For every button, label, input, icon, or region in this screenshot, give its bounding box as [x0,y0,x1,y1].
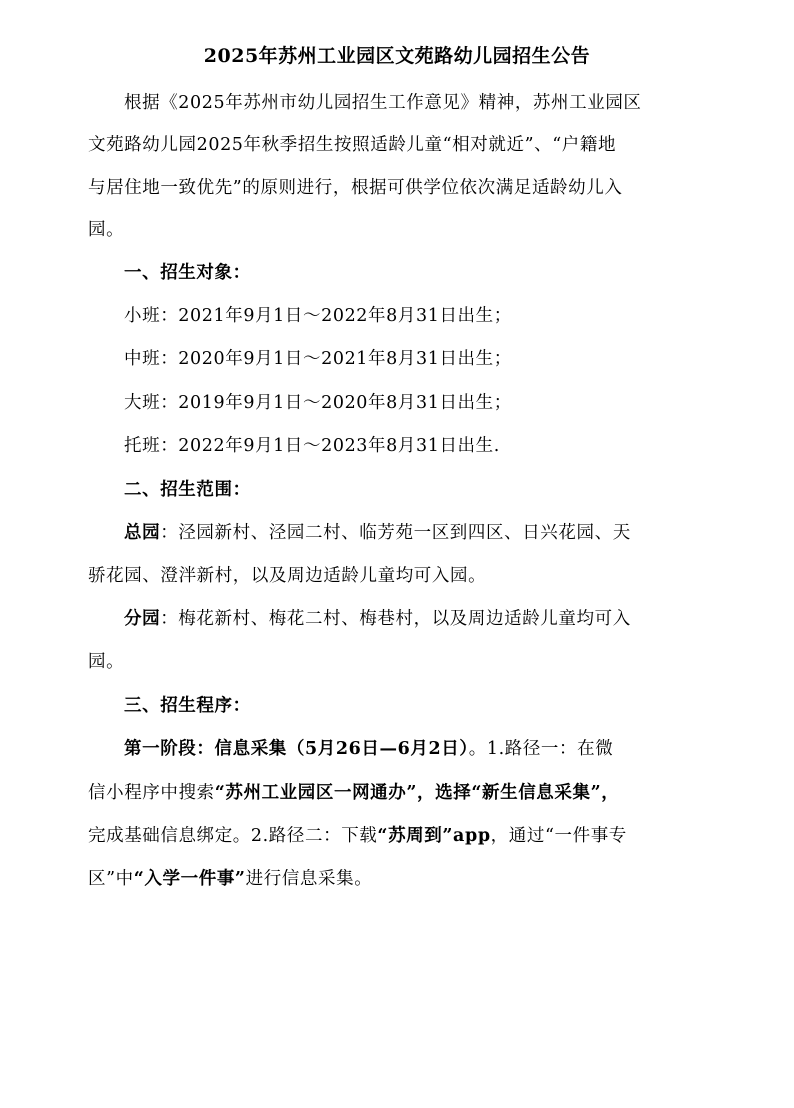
stage-1-text-4a: 区”中 [88,869,134,889]
section-2-heading: 二、招生范围： [124,480,251,500]
intro-line-3: 与居住地一致优先”的原则进行，根据可供学位依次满足适龄幼儿入 [88,178,623,198]
stage-1-text-1: 。1.路径一：在微 [468,739,614,759]
stage-1-text-2b: “苏州工业园区一网通办” [214,783,418,803]
branch-campus-line-1 [124,606,744,632]
stage-1-label: 第一阶段：信息采集（5月26日—6月2日） [124,739,469,759]
intro-line-4: 园。 [88,220,125,240]
branch-campus-line-2: 园。 [88,652,125,672]
class-item-middle: 中班：2020年9月1日～2021年8月31日出生； [124,349,512,369]
stage-1-text-4c: 进行信息采集。 [245,869,373,889]
branch-campus-label: 分园 [124,609,161,629]
page-title: 2025年苏州工业园区文苑路幼儿园招生公告 [203,45,591,67]
stage-1-line-3 [88,823,708,849]
class-item-large: 大班：2019年9月1日～2020年8月31日出生； [124,393,512,413]
main-campus-line-2: 骄花园、澄泮新村，以及周边适龄儿童均可入园。 [88,566,487,586]
main-campus-text-1: ：泾园新村、泾园二村、临芳苑一区到四区、日兴花园、天 [160,523,631,543]
main-campus-label: 总园 [124,523,161,543]
stage-1-line-1 [124,736,744,762]
section-1-heading: 一、招生对象： [124,263,251,283]
stage-1-line-4 [88,866,708,892]
stage-1-text-3a: 完成基础信息绑定。2.路径二：下载 [88,826,378,846]
branch-campus-text-1: ：梅花新村、梅花二村、梅巷村，以及周边适龄儿童均可入 [160,609,631,629]
section-3-heading: 三、招生程序： [124,696,251,716]
stage-1-text-4b: “入学一件事” [133,869,246,889]
stage-1-text-3c: ，通过“一件事专 [490,826,627,846]
stage-1-text-2a: 信小程序中搜索 [88,783,215,803]
class-item-nursery: 托班：2022年9月1日～2023年8月31日出生. [124,436,500,456]
stage-1-line-2 [88,780,708,806]
stage-1-text-2c: ，选择“新生信息采集”， [417,783,620,803]
intro-line-1: 根据《2025年苏州市幼儿园招生工作意见》精神，苏州工业园区 [124,93,642,113]
intro-line-2: 文苑路幼儿园2025年秋季招生按照适龄儿童“相对就近”、“户籍地 [88,135,617,155]
main-campus-line-1 [124,520,744,546]
class-item-small: 小班：2021年9月1日～2022年8月31日出生； [124,306,512,326]
stage-1-text-3b: “苏周到”app [377,826,491,846]
